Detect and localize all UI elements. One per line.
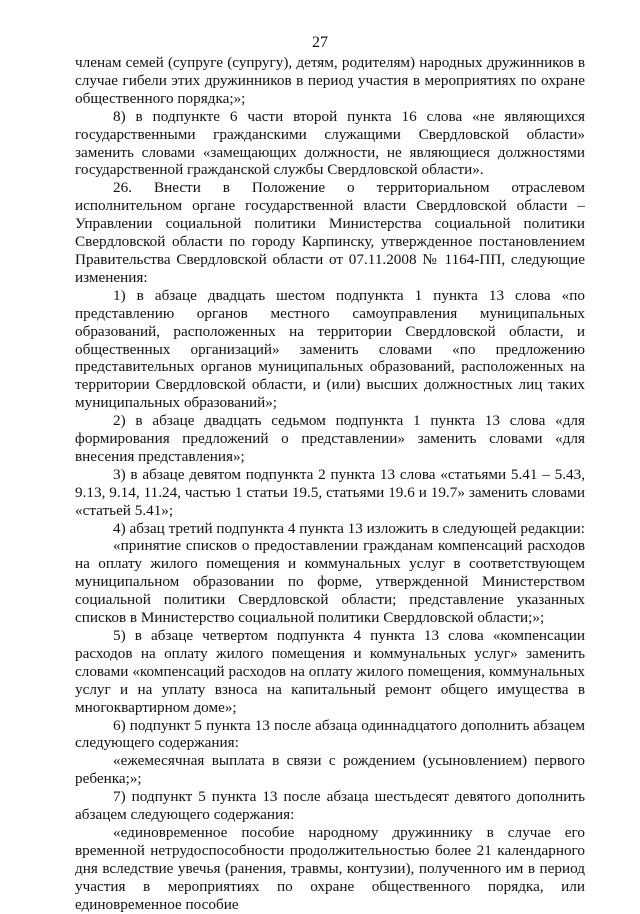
paragraph-item-1: 1) в абзаце двадцать шестом подпункта 1 пункта 13 слова «по представлению органов местного самоуправления муниципальных образований, расположенных на территории Свердловской области, и общественных организаций» заменить словами «по предложению представительных органов муниципальных образований, расположенных на территории Свердловской области, и (или) высших должностных лиц таких муниципальных образований»;	[75, 286, 585, 412]
paragraph-continuation: членам семей (супруге (супругу), детям, родителям) народных дружинников в случае гибели этих дружинников в период участия в мероприятиях по охране общественного порядка;»;	[75, 54, 585, 107]
page-number: 27	[312, 34, 328, 51]
paragraph-item-6: 6) подпункт 5 пункта 13 после абзаца одиннадцатого дополнить абзацем следующего содержания:	[75, 716, 585, 752]
paragraph-section-26: 26. Внести в Положение о территориальном отраслевом исполнительном органе государственной власти Свердловской области – Управлении социальной политики Министерства социальной политики Свердловской области по городу Карпинску, утвержденное постановлением Правительства Свердловской области от 07.11.2008 № 1164-ПП, следующие изменения:	[75, 179, 585, 286]
paragraph-quote-7: «единовременное пособие народному дружиннику в случае его временной нетрудоспособности продолжительностью более 21 календарного дня вследствие увечья (ранения, травмы, контузии), полученного им в период участия в мероприятиях по охране общественного порядка, или единовременное пособие	[75, 823, 585, 913]
paragraph-quote-6: «ежемесячная выплата в связи с рождением (усыновлением) первого ребенка;»;	[75, 752, 585, 788]
paragraph-item-7: 7) подпункт 5 пункта 13 после абзаца шестьдесят девятого дополнить абзацем следующего содержания:	[75, 788, 585, 824]
paragraph-item-2: 2) в абзаце двадцать седьмом подпункта 1 пункта 13 слова «для формирования предложений о представлении» заменить словами «для внесения представления»;	[75, 412, 585, 465]
paragraph-item-3: 3) в абзаце девятом подпункта 2 пункта 13 слова «статьями 5.41 – 5.43, 9.13, 9.14, 11.24, частью 1 статьи 19.5, статьями 19.6 и 19.7» заменить словами «статьей 5.41»;	[75, 465, 585, 519]
paragraph-quote-4: «принятие списков о предоставлении гражданам компенсаций расходов на оплату жилого помещения и коммунальных услуг в соответствующем муниципальном образовании по форме, утвержденной Министерством социальной политики Свердловской области; представление указанных списков в Министерство социальной политики Свердловской области;»;	[75, 537, 585, 627]
paragraph-item-4: 4) абзац третий подпункта 4 пункта 13 изложить в следующей редакции:	[113, 519, 585, 537]
paragraph-item-5: 5) в абзаце четвертом подпункта 4 пункта 13 слова «компенсации расходов на оплату жилого помещения и коммунальных услуг» заменить словами «компенсаций расходов на оплату жилого помещения, коммунальных услуг и на уплату взноса на капитальный ремонт общего имущества в многоквартирном доме»;	[75, 627, 585, 716]
document-body	[75, 54, 585, 914]
paragraph-item-8: 8) в подпункте 6 части второй пункта 16 слова «не являющихся государственными гражданскими служащими Свердловской области» заменить словами «замещающих должности, не являющиеся должностями государственной гражданской службы Свердловской области».	[75, 107, 585, 179]
